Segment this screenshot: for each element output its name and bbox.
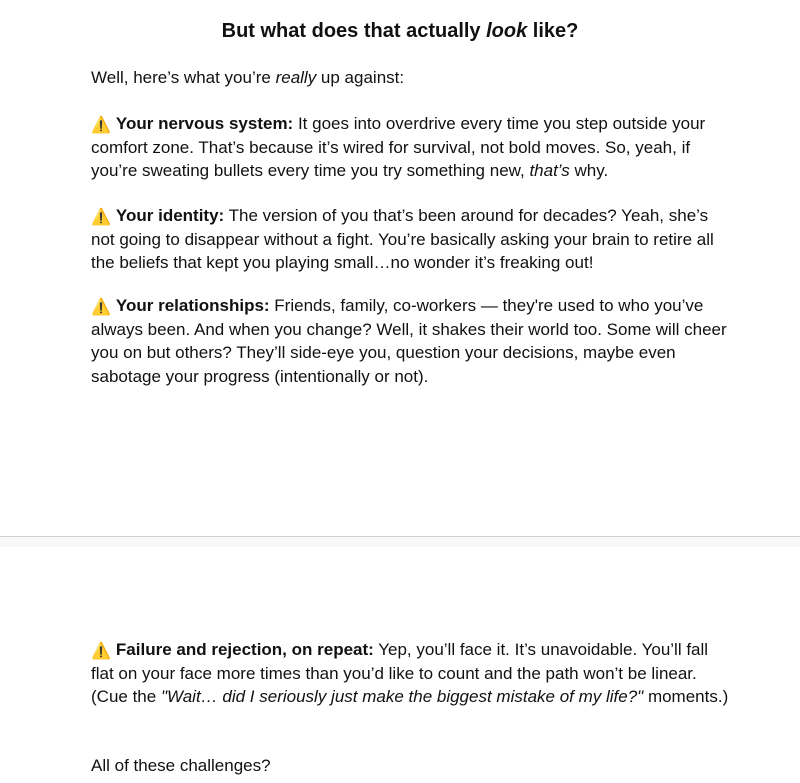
list-item-nervous-system: ⚠️ Your nervous system: It goes into overdrive every time you step outside your comfort zone. That’s because it’s wired for survival, not bold moves. So, yeah, if you’re sweating bullets every time you try something new, that’s why. [91,114,706,180]
warning-icon: ⚠️ [91,299,111,316]
section-heading: But what does that actually look like? [221,20,579,42]
warning-icon: ⚠️ [91,643,111,660]
list-item-identity: ⚠️ Your identity: The version of you that’s been around for decades? Yeah, she’s not going to disappear without a fight. You’re basically asking your brain to retire all the beliefs that kept you playing small…no wonder it’s freaking out! [91,206,714,272]
closing-line: All of these challenges? [91,756,271,775]
intro-paragraph: Well, here’s what you’re really up against: [91,68,405,87]
warning-icon: ⚠️ [91,117,111,134]
list-item-failure-rejection: ⚠️ Failure and rejection, on repeat: Yep, you’ll face it. It’s unavoidable. You’ll fall flat on your face more times than you’d like to count and the path won’t be linear. (Cue the "Wait… did I seriously just make the biggest mistake of my life?" moments.) [91,640,729,706]
list-item-relationships: ⚠️ Your relationships: Friends, family, co-workers — they're used to who you’ve always been. And when you change? Well, it shakes their world too. Some will cheer you on but others? They’ll side-eye you, question your decisions, maybe even sabotage your progress (intentionally or not). [91,296,727,386]
warning-icon: ⚠️ [91,209,111,226]
page-2 [0,547,800,783]
